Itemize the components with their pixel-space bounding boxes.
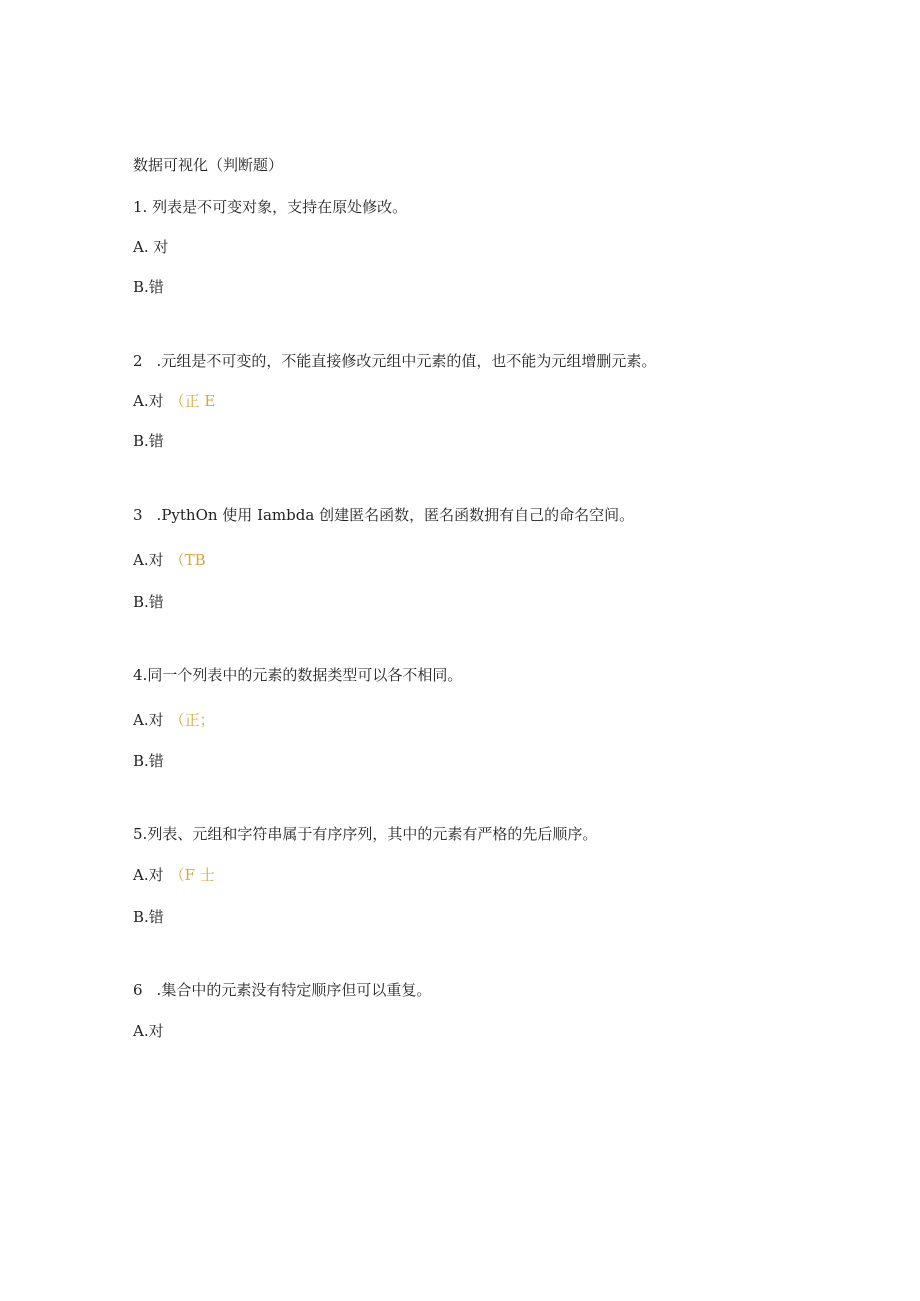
question-2-option-a (133, 391, 215, 411)
option-label: A.对 (133, 711, 164, 729)
question-5 (133, 824, 597, 844)
question-4-option-a (133, 710, 215, 730)
question-2-option-b (133, 431, 164, 451)
question-5-option-a (133, 865, 215, 885)
answer-mark: （正 E (169, 392, 216, 410)
question-6-option-a (133, 1021, 164, 1041)
question-text: .元组是不可变的，不能直接修改元组中元素的值，也不能为元组增删元素。 (156, 352, 657, 370)
option-label: A.对 (133, 1022, 164, 1040)
question-number: 2 (133, 352, 143, 370)
question-3 (133, 505, 634, 525)
question-number: 3 (133, 506, 143, 524)
question-text: .集合中的元素没有特定顺序但可以重复。 (156, 981, 432, 999)
question-text: 同一个列表中的元素的数据类型可以各不相同。 (147, 666, 463, 684)
question-5-option-b (133, 907, 164, 927)
page-title: 数据可视化（判断题） (133, 156, 284, 174)
answer-mark: （F 士 (169, 866, 215, 884)
question-4 (133, 665, 462, 685)
question-text: 列表、元组和字符串属于有序序列，其中的元素有严格的先后顺序。 (147, 825, 598, 843)
option-label: A.对 (133, 551, 164, 569)
option-label: B.错 (133, 908, 164, 926)
question-1 (133, 197, 407, 217)
question-2 (133, 351, 656, 371)
option-label: A. 对 (133, 238, 169, 256)
option-label: A.对 (133, 866, 164, 884)
option-label: B.错 (133, 593, 164, 611)
question-number: 6 (133, 981, 143, 999)
question-3-option-a (133, 550, 206, 570)
question-text: .PythOn 使用 Iambda 创建匿名函数，匿名函数拥有自己的命名空间。 (156, 506, 635, 524)
question-6 (133, 980, 431, 1000)
option-label: B.错 (133, 432, 164, 450)
question-1-option-a (133, 237, 168, 257)
question-4-option-b (133, 751, 164, 771)
question-3-option-b (133, 592, 164, 612)
answer-mark: （TB (169, 551, 206, 569)
option-label: B.错 (133, 278, 164, 296)
option-label: A.对 (133, 392, 164, 410)
question-number: 1. (133, 198, 148, 216)
question-number: 4. (133, 666, 148, 684)
question-number: 5. (133, 825, 148, 843)
option-label: B.错 (133, 752, 164, 770)
question-text: 列表是不可变对象，支持在原处修改。 (152, 198, 408, 216)
answer-mark: （正； (169, 711, 215, 729)
question-1-option-b (133, 277, 164, 297)
